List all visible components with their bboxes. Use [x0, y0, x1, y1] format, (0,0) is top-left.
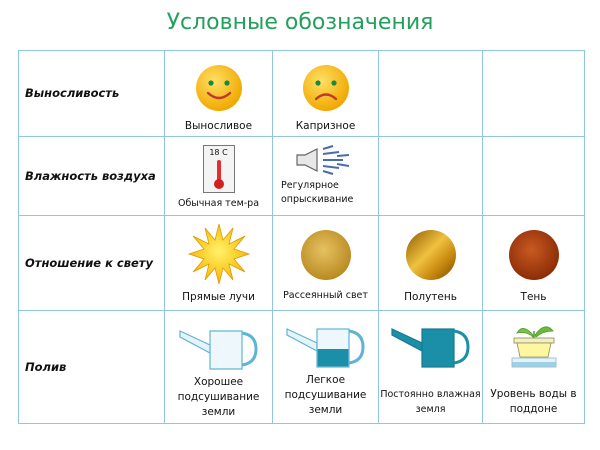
legend-cell: [483, 216, 585, 311]
legend-cell: [379, 311, 483, 424]
item-label: Тень: [520, 291, 547, 303]
item-label: Капризное: [295, 120, 356, 132]
item-label: Уровень воды в поддоне: [490, 388, 577, 415]
item-label: Легкое подсушивание земли: [284, 374, 367, 416]
watering-can-full-icon: [388, 319, 474, 369]
diffused-light-icon: [300, 229, 352, 281]
pot-with-tray-icon: [509, 319, 559, 371]
thermometer-value: 18 C: [209, 148, 228, 157]
table-row: [19, 216, 585, 311]
partial-shade-icon: [405, 229, 457, 281]
table-row: [19, 137, 585, 216]
sun-icon: [187, 222, 251, 286]
legend-cell: [273, 137, 379, 216]
item-label: Хорошее подсушивание земли: [177, 376, 260, 418]
page-title: Условные обозначения: [166, 10, 434, 35]
legend-cell: [165, 51, 273, 137]
legend-cell: [165, 311, 273, 424]
item-label: Рассеянный свет: [283, 290, 368, 301]
legend-cell: [483, 311, 585, 424]
item-label: Прямые лучи: [182, 291, 255, 303]
item-label: Выносливое: [184, 120, 253, 132]
shade-icon: [508, 229, 560, 281]
item-label: Полутень: [404, 291, 457, 303]
legend-table: [18, 50, 585, 424]
item-label: Обычная тем-ра: [177, 198, 260, 209]
legend-cell: [165, 137, 273, 216]
legend-cell-empty: [483, 51, 585, 137]
row-header-endurance: Выносливость: [19, 51, 165, 137]
table-row: [19, 51, 585, 137]
watering-can-empty-icon: [176, 321, 262, 371]
legend-cell: [379, 216, 483, 311]
legend-cell: [273, 311, 379, 424]
legend-cell: [273, 51, 379, 137]
table-row: [19, 311, 585, 424]
happy-smiley-icon: [194, 63, 244, 113]
watering-can-half-icon: [283, 319, 369, 369]
row-header-light: Отношение к свету: [19, 216, 165, 311]
sad-smiley-icon: [301, 63, 351, 113]
legend-cell-empty: [379, 137, 483, 216]
item-label: Регулярное опрыскивание: [281, 180, 354, 205]
row-header-humidity: Влажность воздуха: [19, 137, 165, 216]
spray-icon: [295, 143, 353, 177]
thermometer-icon: [203, 145, 235, 193]
legend-cell-empty: [483, 137, 585, 216]
legend-cell: [165, 216, 273, 311]
item-label: Постоянно влажная земля: [380, 389, 481, 415]
row-header-watering: Полив: [19, 311, 165, 424]
legend-cell-empty: [379, 51, 483, 137]
legend-cell: [273, 216, 379, 311]
